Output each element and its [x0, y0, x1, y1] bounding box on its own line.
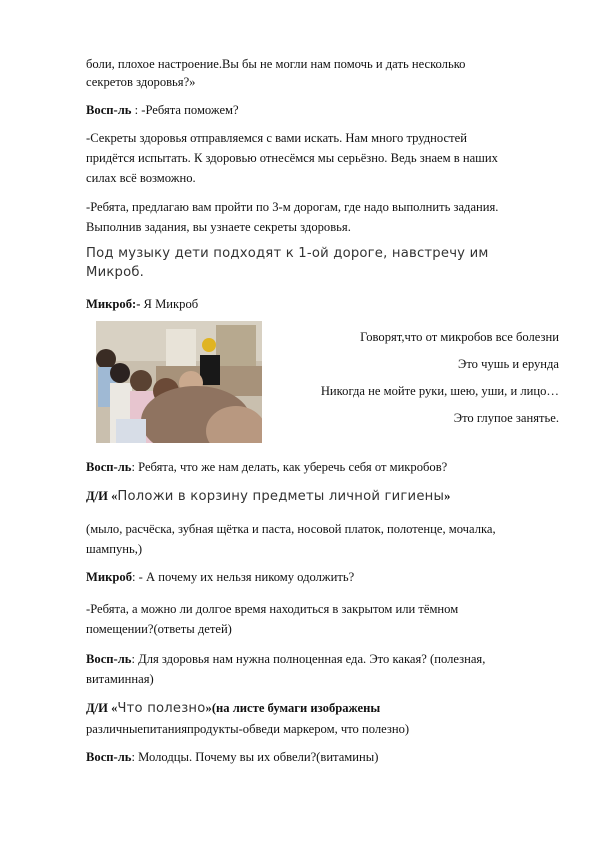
dialogue-text: : Для здоровья нам нужна полноценная еда. Это какая? (полезная, [131, 652, 486, 666]
text-line: помещении?(ответы детей) [86, 622, 232, 636]
stage-direction [86, 244, 556, 282]
poem-line: Говорят,что от микробов все болезни [360, 330, 559, 344]
game-paragraph [86, 698, 556, 739]
classroom-photo [96, 321, 262, 443]
text-line: Под музыку дети подходят к 1-ой дороге, навстречу им [86, 246, 489, 261]
speaker-label: Микроб [86, 570, 132, 584]
paragraph [86, 197, 556, 237]
game-heading [86, 698, 556, 719]
game-prefix: Д/И « [86, 701, 118, 715]
speaker-label: Восп-ль [86, 103, 132, 117]
game-title: Положи в корзину предметы личной гигиены [117, 489, 445, 504]
paragraph [86, 128, 556, 188]
poem [321, 324, 559, 432]
text-line: боли, плохое настроение.Вы бы не могли нам помочь и дать несколько [86, 57, 466, 71]
text-line: (мыло, расчёска, зубная щётка и паста, носовой платок, полотенце, мочалка, [86, 522, 496, 536]
text-line: Микроб. [86, 265, 145, 280]
text-line: витаминная) [86, 672, 154, 686]
text-line: -Ребята, а можно ли долгое время находиться в закрытом или тёмном [86, 602, 459, 616]
speaker-label: Восп-ль [86, 460, 132, 474]
paragraph [86, 519, 556, 559]
game-title: Что полезно [117, 701, 206, 716]
game-suffix: »(на листе бумаги изображены [205, 701, 381, 715]
game-heading [86, 489, 450, 504]
text-line: -Секреты здоровья отправляемся с вами искать. Нам много трудностей [86, 131, 467, 145]
game-prefix: Д/И « [86, 489, 118, 503]
dialogue-line [86, 649, 556, 669]
dialogue-text: Я Микроб [140, 297, 199, 311]
dialogue-line [86, 570, 354, 585]
dialogue-text: : - А почему их нельзя никому одолжить? [132, 570, 355, 584]
dialogue-text: : Ребята, что же нам делать, как уберечь себя от микробов? [131, 460, 448, 474]
text-line: секретов здоровья?» [86, 75, 196, 89]
poem-line: Никогда не мойте руки, шею, уши, и лицо… [320, 384, 559, 398]
text-line: силах всё возможно. [86, 171, 196, 185]
text-line: придётся испытать. К здоровью отнесёмся мы серьёзно. Ведь знаем в наших [86, 151, 498, 165]
text-line: -Ребята, предлагаю вам пройти по 3-м дорогам, где надо выполнить задания. [86, 200, 499, 214]
dialogue-text: : -Ребята поможем? [131, 103, 239, 117]
dialogue-line [86, 103, 239, 118]
paragraph [86, 599, 556, 639]
text-line: шампунь,) [86, 542, 143, 556]
dialogue-line [86, 750, 378, 765]
dialogue-paragraph [86, 649, 556, 689]
speaker-label: Восп-ль [86, 750, 132, 764]
game-suffix: » [444, 489, 451, 503]
poem-line: Это чушь и ерунда [458, 357, 559, 371]
text-line: различныепитанияпродукты-обведи маркером, что полезно) [86, 722, 410, 736]
children-photo-image [96, 321, 262, 443]
speaker-label: Восп-ль [86, 652, 132, 666]
dialogue-text: : Молодцы. Почему вы их обвели?(витамины) [131, 750, 379, 764]
text-line: Выполнив задания, вы узнаете секреты здоровья. [86, 220, 351, 234]
poem-line: Это глупое занятье. [453, 411, 559, 425]
dialogue-line [86, 297, 198, 312]
dialogue-line [86, 460, 447, 475]
speaker-label: Микроб:- [86, 297, 141, 311]
